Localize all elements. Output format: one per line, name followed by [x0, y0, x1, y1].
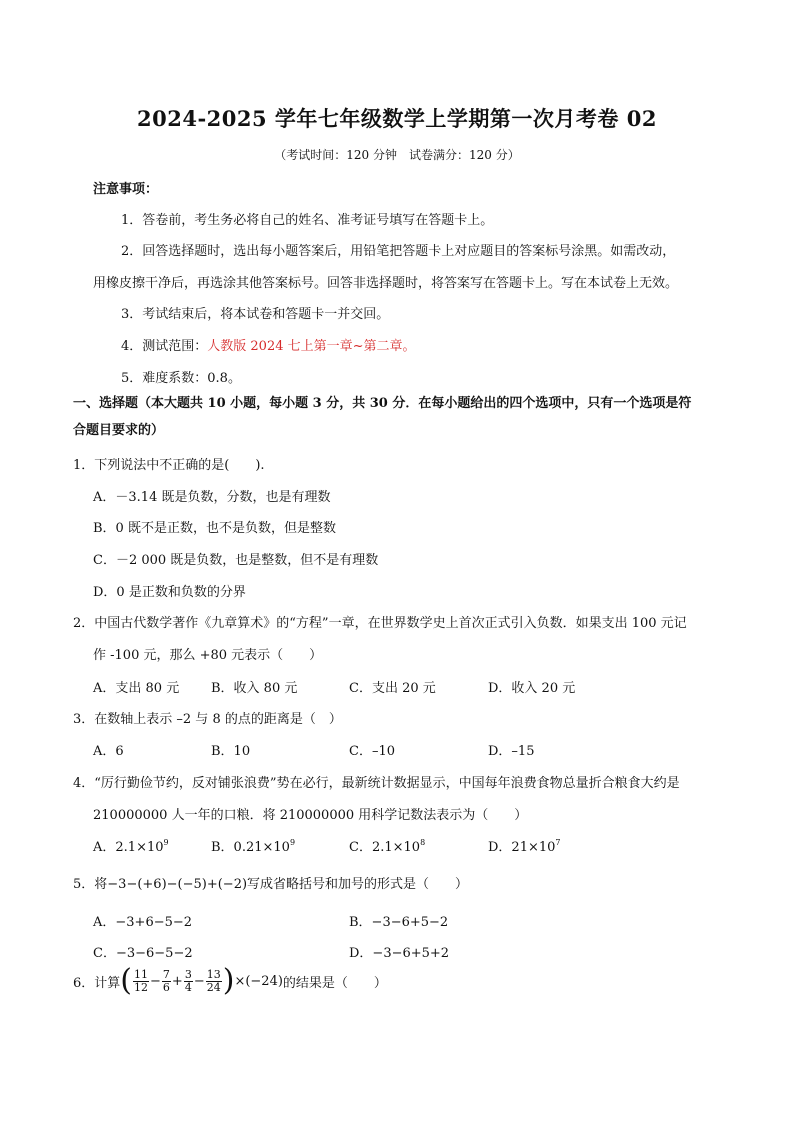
fraction-1: $\frac{11}{12}$ [134, 967, 148, 994]
question-1-option-b: B．0 既不是正数，也不是负数，但是整数 [93, 521, 336, 536]
note-4-prefix: 4．测试范围： [121, 339, 208, 354]
question-2-stem-line2: 作 -100 元，那么 +80 元表示（ ） [93, 648, 323, 663]
question-1-option-c: C．－2 000 既是负数，也是整数，但不是有理数 [93, 553, 379, 568]
note-4 [121, 335, 416, 354]
question-3-option-c: C．–10 [349, 744, 395, 759]
question-5-option-c: C．−3−6−5−2 [93, 946, 193, 961]
question-3-option-b: B．10 [211, 744, 251, 759]
section-heading-line1: 一、选择题（本大题共 10 小题，每小题 3 分，共 30 分．在每小题给出的四个选项中，只有一个选项是符 [73, 396, 692, 411]
note-3: 3．考试结束后，将本试卷和答题卡一并交回。 [121, 307, 390, 322]
fraction-4: $\frac{13}{24}$ [206, 967, 221, 994]
question-4-option-d: D．$21\times 10^7$ [488, 838, 561, 855]
left-paren: ( [120, 963, 132, 998]
notes-heading: 注意事项： [93, 182, 159, 197]
question-5-stem: 5．将−3−(+6)−(−5)+(−2)写成省略括号和加号的形式是（ ） [73, 877, 469, 892]
question-5-option-d: D．−3−6+5+2 [349, 946, 450, 961]
page-title: 2024-2025 学年七年级数学上学期第一次月考卷 02 [137, 106, 657, 131]
section-heading-line2: 合题目要求的） [73, 423, 165, 438]
question-3-option-d: D．–15 [488, 744, 535, 759]
question-4-stem-line2: 210000000 人一年的口粮．将 210000000 用科学记数法表示为（ ） [93, 808, 528, 823]
question-4-option-a: A．$2.1\times 10^9$ [93, 838, 169, 855]
question-6-stem: 6．计算 ( $\frac{11}{12}$ − $\frac{7}{6}$ + $\frac{3}{4}$ − $\frac{13}{24}$ ) ×(−24) 的结果是（ ） [73, 963, 387, 998]
note-2-line2: 用橡皮擦干净后，再选涂其他答案标号。回答非选择题时，将答案写在答题卡上。写在本试卷上无效。 [93, 276, 679, 291]
question-4-option-c: C．$2.1\times 10^8$ [349, 838, 426, 855]
exam-info: （考试时间：120 分钟 试卷满分：120 分） [274, 148, 520, 162]
question-2-option-c: C．支出 20 元 [349, 681, 436, 696]
note-2-line1: 2．回答选择题时，选出每小题答案后，用铅笔把答题卡上对应题目的答案标号涂黑。如需改动， [121, 244, 676, 259]
test-range: 人教版 2024 七上第一章~第二章。 [207, 339, 416, 354]
question-4-option-b: B．$0.21\times 10^9$ [211, 838, 296, 855]
question-1-stem: 1．下列说法中不正确的是( ). [73, 458, 265, 473]
question-5-option-a: A．−3+6−5−2 [93, 915, 193, 930]
question-3-option-a: A．6 [93, 744, 124, 759]
fraction-3: $\frac{3}{4}$ [184, 967, 192, 994]
right-paren: ) [222, 963, 235, 998]
note-1: 1．答卷前，考生务必将自己的姓名、准考证号填写在答题卡上。 [121, 213, 494, 228]
question-1-option-d: D．0 是正数和负数的分界 [93, 585, 246, 600]
question-3-stem: 3．在数轴上表示 –2 与 8 的点的距离是（ ） [73, 712, 342, 727]
question-2-option-a: A．支出 80 元 [93, 681, 180, 696]
question-2-option-d: D．收入 20 元 [488, 681, 576, 696]
question-2-stem-line1: 2．中国古代数学著作《九章算术》的“方程”一章，在世界数学史上首次正式引入负数．如果支出 100 元记 [73, 616, 687, 631]
note-5: 5．难度系数：0.8。 [121, 371, 241, 386]
question-4-stem-line1: 4．“厉行勤俭节约，反对铺张浪费”势在必行，最新统计数据显示，中国每年浪费食物总量折合粮食大约是 [73, 776, 680, 791]
question-2-option-b: B．收入 80 元 [211, 681, 298, 696]
question-5-option-b: B．−3−6+5−2 [349, 915, 449, 930]
question-5-expression: −3−(+6)−(−5)+(−2) [107, 877, 248, 892]
fraction-2: $\frac{7}{6}$ [162, 967, 170, 994]
question-1-option-a: A．－3.14 既是负数，分数，也是有理数 [93, 490, 331, 505]
